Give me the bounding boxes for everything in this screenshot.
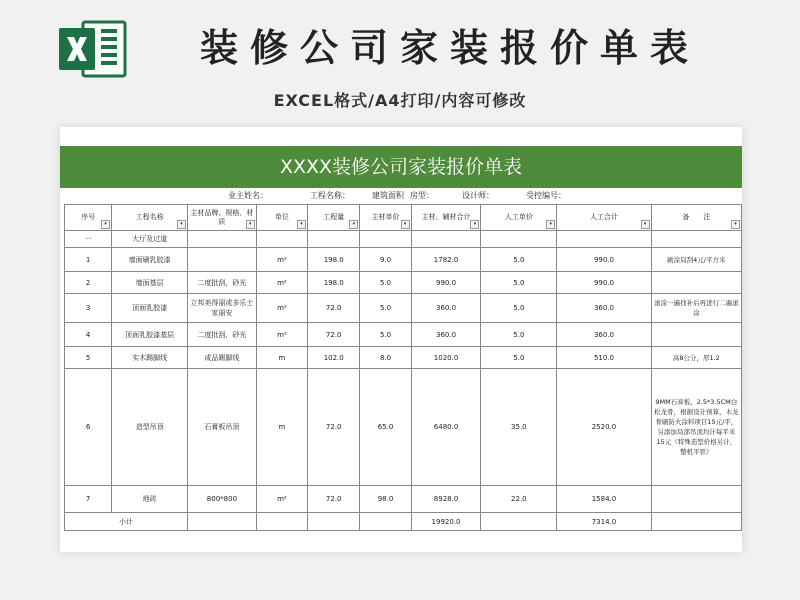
labor-total-cell[interactable]: 360.0 xyxy=(557,323,651,347)
sheet-title: XXXX装修公司家装报价单表 xyxy=(60,146,742,188)
row-number-cell[interactable]: 7 xyxy=(65,486,112,513)
subtotal-label[interactable]: 小计 xyxy=(65,513,188,531)
filter-dropdown-icon[interactable]: ▾ xyxy=(470,220,479,229)
unit-cell[interactable]: m² xyxy=(256,294,307,323)
labor-price-cell[interactable]: 5.0 xyxy=(481,248,557,272)
filter-dropdown-icon[interactable]: ▾ xyxy=(177,220,186,229)
header-cell[interactable]: 备 注 ▾ xyxy=(651,205,741,231)
material-price-cell[interactable]: 9.0 xyxy=(360,248,411,272)
remark-cell[interactable] xyxy=(651,486,741,513)
row-number-cell[interactable]: 3 xyxy=(65,294,112,323)
row-number-cell[interactable]: 5 xyxy=(65,347,112,369)
labor-price-cell[interactable]: 5.0 xyxy=(481,272,557,294)
remark-cell[interactable]: 高8公分，厚1.2 xyxy=(651,347,741,369)
labor-price-cell[interactable]: 22.0 xyxy=(481,486,557,513)
labor-total-cell[interactable]: 2520.0 xyxy=(557,369,651,486)
header-cell[interactable]: 主材、辅材合计 ▾ xyxy=(411,205,481,231)
header-cell[interactable]: 单位 ▾ xyxy=(256,205,307,231)
designer-label: 设计师： xyxy=(462,191,494,200)
section-name[interactable]: 大厅及过道 xyxy=(112,231,188,248)
material-price-cell[interactable]: 8.0 xyxy=(360,347,411,369)
material-spec-cell[interactable]: 800*800 xyxy=(188,486,257,513)
subtotal-row xyxy=(65,513,742,531)
page-subheadline: EXCEL格式/A4打印/内容可修改 xyxy=(273,91,527,110)
quantity-cell[interactable]: 198.0 xyxy=(308,272,360,294)
material-spec-cell[interactable] xyxy=(188,248,257,272)
remark-cell[interactable]: 9MM石膏板、2.5*3.5CM白松龙骨，根据设计预算，木龙骨刷防火涂料项目15元/平，另添加局部吊顶均计每平米15元（特殊造型价格另计，整机平铁） xyxy=(651,369,741,486)
quote-table xyxy=(64,204,742,531)
area-label: 建筑面积 xyxy=(372,191,404,200)
quantity-cell[interactable]: 72.0 xyxy=(308,294,360,323)
unit-cell[interactable]: m² xyxy=(256,248,307,272)
table-row xyxy=(65,486,742,513)
labor-price-cell[interactable]: 5.0 xyxy=(481,294,557,323)
excel-logo-icon xyxy=(57,18,129,80)
filter-dropdown-icon[interactable]: ▾ xyxy=(297,220,306,229)
table-row xyxy=(65,347,742,369)
row-number-cell[interactable]: 2 xyxy=(65,272,112,294)
material-total-cell[interactable]: 360.0 xyxy=(411,294,481,323)
unit-cell[interactable]: m xyxy=(256,347,307,369)
page-headline: 装修公司家装报价单表 xyxy=(199,26,700,70)
spreadsheet-preview xyxy=(60,127,742,552)
material-total-cell[interactable]: 1782.0 xyxy=(411,248,481,272)
quantity-cell[interactable]: 72.0 xyxy=(308,486,360,513)
header-cell[interactable]: 序号 ▾ xyxy=(65,205,112,231)
subtotal-material[interactable]: 19920.0 xyxy=(411,513,481,531)
remark-cell[interactable] xyxy=(651,272,741,294)
project-name-cell[interactable]: 顶面乳胶漆基层 xyxy=(112,323,188,347)
quantity-cell[interactable]: 72.0 xyxy=(308,323,360,347)
unit-cell[interactable]: m² xyxy=(256,323,307,347)
labor-price-cell[interactable]: 5.0 xyxy=(481,347,557,369)
labor-total-cell[interactable]: 990.0 xyxy=(557,248,651,272)
owner-label: 业主姓名： xyxy=(228,191,268,200)
header-cell[interactable]: 人工单价 ▾ xyxy=(481,205,557,231)
quantity-cell[interactable]: 72.0 xyxy=(308,369,360,486)
filter-dropdown-icon[interactable]: ▾ xyxy=(401,220,410,229)
contract-label: 受控编号： xyxy=(526,191,566,200)
filter-dropdown-icon[interactable]: ▾ xyxy=(546,220,555,229)
filter-dropdown-icon[interactable]: ▾ xyxy=(349,220,358,229)
table-row xyxy=(65,272,742,294)
info-row xyxy=(60,188,742,204)
filter-dropdown-icon[interactable]: ▾ xyxy=(731,220,740,229)
unit-cell[interactable]: m² xyxy=(256,486,307,513)
material-price-cell[interactable]: 65.0 xyxy=(360,369,411,486)
material-spec-cell[interactable]: 石膏板吊顶 xyxy=(188,369,257,486)
row-number-cell[interactable]: 4 xyxy=(65,323,112,347)
material-total-cell[interactable]: 360.0 xyxy=(411,323,481,347)
table-row xyxy=(65,369,742,486)
labor-total-cell[interactable]: 360.0 xyxy=(557,294,651,323)
material-total-cell[interactable]: 990.0 xyxy=(411,272,481,294)
material-price-cell[interactable]: 98.0 xyxy=(360,486,411,513)
unit-cell[interactable]: m² xyxy=(256,272,307,294)
header-cell[interactable]: 工程量 ▾ xyxy=(308,205,360,231)
material-total-cell[interactable]: 8928.0 xyxy=(411,486,481,513)
labor-price-cell[interactable]: 35.0 xyxy=(481,369,557,486)
labor-price-cell[interactable]: 5.0 xyxy=(481,323,557,347)
header-cell[interactable]: 主材品牌、规格、材质 ▾ xyxy=(188,205,257,231)
material-spec-cell[interactable]: 二度批刮，砂光 xyxy=(188,323,257,347)
subtotal-labor[interactable]: 7314.0 xyxy=(557,513,651,531)
project-name-cell[interactable]: 地砖 xyxy=(112,486,188,513)
table-row xyxy=(65,248,742,272)
project-name-cell[interactable]: 顶面乳胶漆 xyxy=(112,294,188,323)
house-type-label: 房型： xyxy=(410,191,434,200)
table-row xyxy=(65,323,742,347)
material-spec-cell[interactable]: 立邦美得丽或多乐士家丽安 xyxy=(188,294,257,323)
remark-cell[interactable]: 刷涂局刮4元/平方米 xyxy=(651,248,741,272)
labor-total-cell[interactable]: 1584.0 xyxy=(557,486,651,513)
material-total-cell[interactable]: 6480.0 xyxy=(411,369,481,486)
unit-cell[interactable]: m xyxy=(256,369,307,486)
project-name-cell[interactable]: 造型吊顶 xyxy=(112,369,188,486)
filter-dropdown-icon[interactable]: ▾ xyxy=(246,220,255,229)
quantity-cell[interactable]: 102.0 xyxy=(308,347,360,369)
quantity-cell[interactable]: 198.0 xyxy=(308,248,360,272)
filter-dropdown-icon[interactable]: ▾ xyxy=(101,220,110,229)
remark-cell[interactable] xyxy=(651,323,741,347)
material-price-cell[interactable]: 5.0 xyxy=(360,323,411,347)
filter-dropdown-icon[interactable]: ▾ xyxy=(641,220,650,229)
material-spec-cell[interactable]: 成品踢脚线 xyxy=(188,347,257,369)
material-price-cell[interactable]: 5.0 xyxy=(360,294,411,323)
material-spec-cell[interactable]: 二度批刮，砂光 xyxy=(188,272,257,294)
header-cell[interactable]: 人工合计 ▾ xyxy=(557,205,651,231)
labor-total-cell[interactable]: 990.0 xyxy=(557,272,651,294)
row-number-cell[interactable]: 6 xyxy=(65,369,112,486)
project-name-cell[interactable]: 墙面刷乳胶漆 xyxy=(112,248,188,272)
header-cell[interactable]: 工程名称 ▾ xyxy=(112,205,188,231)
project-label: 工程名称： xyxy=(310,191,350,200)
header-row xyxy=(65,205,742,231)
row-number-cell[interactable]: 1 xyxy=(65,248,112,272)
project-name-cell[interactable]: 墙面基层 xyxy=(112,272,188,294)
section-number[interactable]: 一 xyxy=(65,231,112,248)
project-name-cell[interactable]: 实木踢脚线 xyxy=(112,347,188,369)
remark-cell[interactable]: 滚涂一遍找补后再进行二遍滚涂 xyxy=(651,294,741,323)
labor-total-cell[interactable]: 510.0 xyxy=(557,347,651,369)
table-row xyxy=(65,294,742,323)
section-row xyxy=(65,231,742,248)
material-total-cell[interactable]: 1020.0 xyxy=(411,347,481,369)
material-price-cell[interactable]: 5.0 xyxy=(360,272,411,294)
header-cell[interactable]: 主材单价 ▾ xyxy=(360,205,411,231)
